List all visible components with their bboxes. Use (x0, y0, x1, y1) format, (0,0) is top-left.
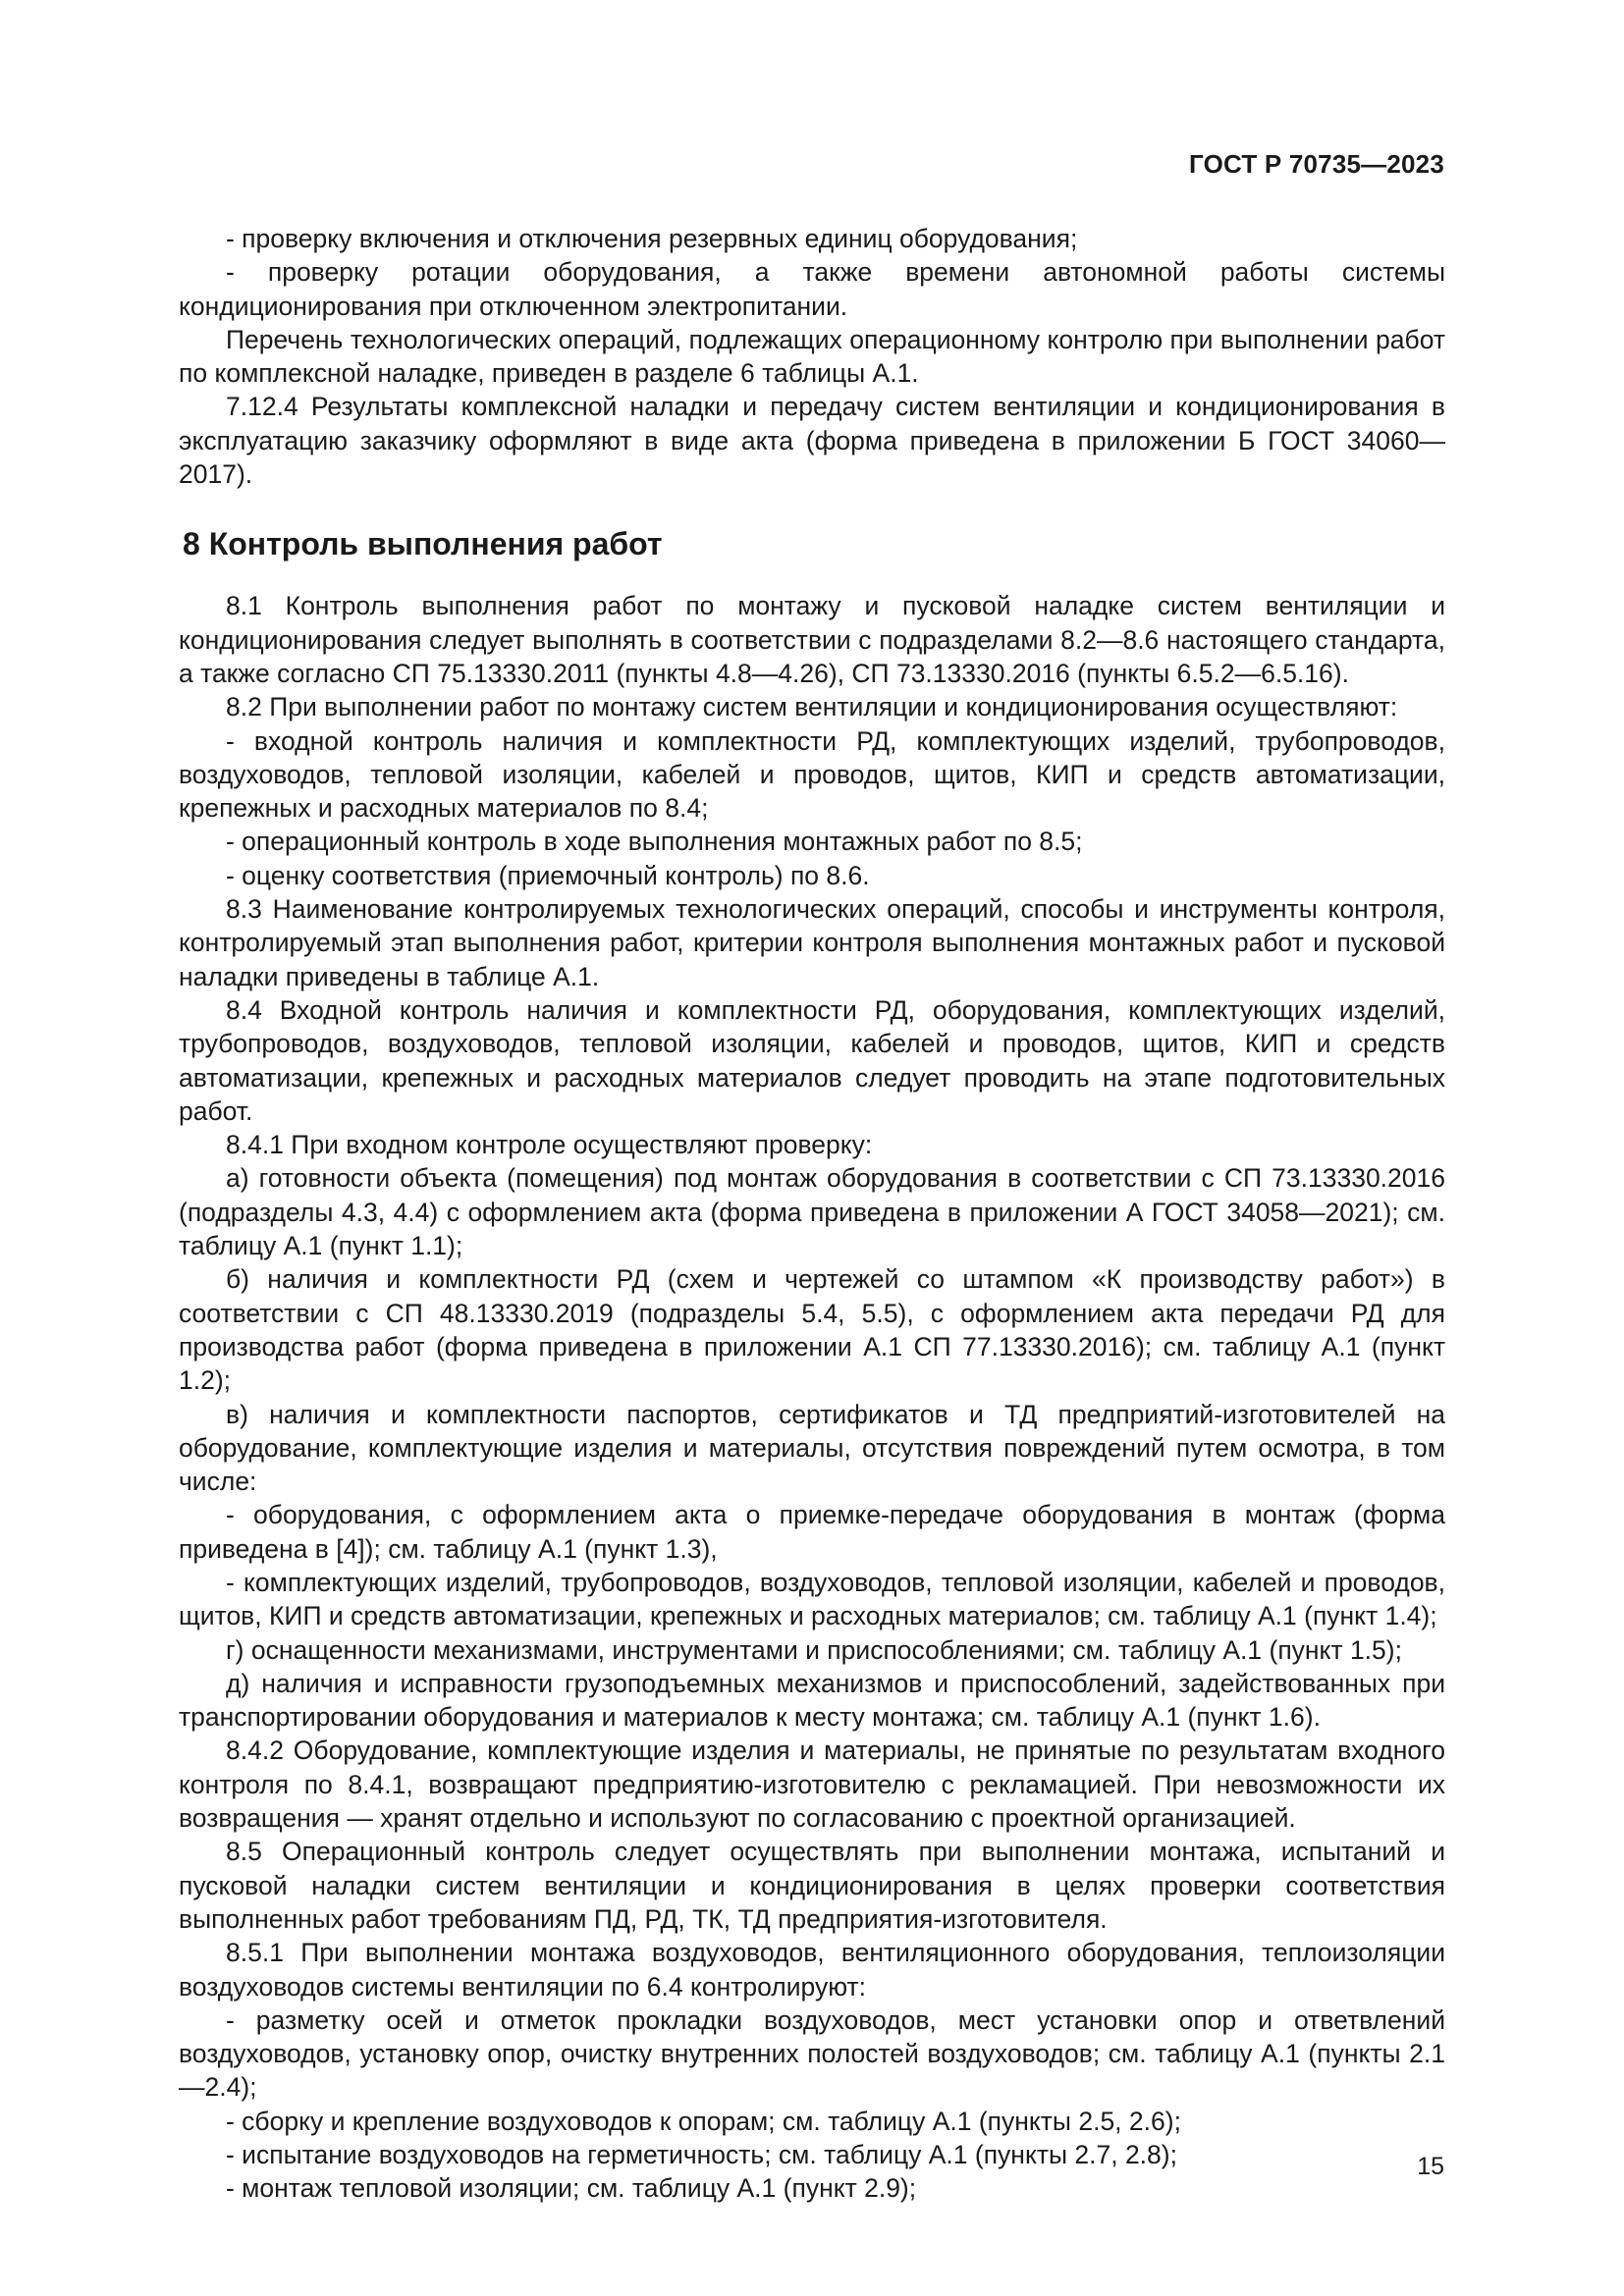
paragraph: 8.5.1 При выполнении монтажа воздуховодов, вентиляционного оборудования, теплоизоляции воздуховодов системы вентиляции по 6.4 контролируют: (179, 1938, 1445, 2002)
list-item: - монтаж тепловой изоляции; см. таблицу А.1 (пункт 2.9); (226, 2173, 917, 2204)
list-item: б) наличия и комплектности РД (схем и чертежей со штампом «К производству работ») в соответствии с СП 48.13330.2019 (подразделы 5.4, 5.5), с оформлением акта передачи РД для производства работ (форма приведена в приложении А.1 СП 77.13330.2016); см. таблицу А.1 (пункт 1.2); (179, 1264, 1445, 1396)
paragraph: 8.4.1 При входном контроле осуществляют проверку: (226, 1130, 873, 1160)
list-item: - входной контроль наличия и комплектности РД, комплектующих изделий, трубопроводов, воздуховодов, тепловой изоляции, кабелей и проводов, щитов, КИП и средств автоматизации, крепежных и расходных материалов по 8.4; (179, 725, 1445, 824)
paragraph: 8.1 Контроль выполнения работ по монтажу и пусковой наладке систем вентиляции и кондиционирования следует выполнять в соответствии с подразделами 8.2—8.6 настоящего стандарта, а также согласно СП 75.13330.2011 (пункты 4.8—4.26), СП 73.13330.2016 (пункты 6.5.2—6.5.16). (179, 591, 1445, 688)
paragraph: - проверку ротации оборудования, а также времени автономной работы системы кондиционирования при отключенном электропитании. (179, 257, 1445, 321)
document-header: ГОСТ Р 70735—2023 (1189, 149, 1444, 179)
list-item: г) оснащенности механизмами, инструментами и приспособлениями; см. таблицу А.1 (пункт 1.5); (226, 1634, 1402, 1665)
paragraph: - проверку включения и отключения резервных единиц оборудования; (226, 224, 1078, 253)
list-item: - сборку и крепление воздуховодов к опорам; см. таблицу А.1 (пункты 2.5, 2.6); (226, 2106, 1181, 2136)
list-item: - оборудования, с оформлением акта о приемке-передаче оборудования в монтаж (форма приведена в [4]); см. таблицу А.1 (пункт 1.3), (179, 1500, 1445, 1564)
paragraph: 8.4 Входной контроль наличия и комплектности РД, оборудования, комплектующих изделий, трубопроводов, воздуховодов, тепловой изоляции, кабелей и проводов, щитов, КИП и средств автоматизации, крепежных и расходных материалов следует проводить на этапе подготовительных работ. (179, 994, 1445, 1126)
paragraph: 8.3 Наименование контролируемых технологических операций, способы и инструменты контроля, контролируемый этап выполнения работ, критерии контроля выполнения монтажных работ и пусковой наладки приведены в таблице А.1. (179, 894, 1445, 991)
document-body (179, 222, 1445, 2206)
paragraph: 8.5 Операционный контроль следует осуществлять при выполнении монтажа, испытаний и пусковой наладки систем вентиляции и кондиционирования в целях проверки соответствия выполненных работ требованиям ПД, РД, ТК, ТД предприятия-изготовителя. (179, 1837, 1445, 1934)
paragraph: 8.2 При выполнении работ по монтажу систем вентиляции и кондиционирования осуществляют: (226, 692, 1398, 722)
page-number: 15 (1417, 2153, 1444, 2180)
section-title: 8 Контроль выполнения работ (183, 526, 663, 562)
list-item: - операционный контроль в ходе выполнения монтажных работ по 8.5; (226, 827, 1083, 857)
paragraph: 7.12.4 Результаты комплексной наладки и передачу систем вентиляции и кондиционирования в эксплуатацию заказчику оформляют в виде акта (форма приведена в приложении Б ГОСТ 34060—2017). (179, 392, 1445, 490)
list-item: - оценку соответствия (приемочный контроль) по 8.6. (226, 860, 870, 890)
list-item: в) наличия и комплектности паспортов, сертификатов и ТД предприятий-изготовителей на оборудование, комплектующие изделия и материалы, отсутствия повреждений путем осмотра, в том числе: (179, 1399, 1445, 1497)
list-item: д) наличия и исправности грузоподъемных механизмов и приспособлений, задействованных при транспортировании оборудования и материалов к месту монтажа; см. таблицу А.1 (пункт 1.6). (179, 1668, 1445, 1733)
paragraph: Перечень технологических операций, подлежащих операционному контролю при выполнении работ по комплексной наладке, приведен в разделе 6 таблицы А.1. (179, 324, 1445, 389)
list-item: - разметку осей и отметок прокладки воздуховодов, мест установки опор и ответвлений воздуховодов, установку опор, очистку внутренних полостей воздуховодов; см. таблицу А.1 (пункты 2.1—2.4); (179, 2004, 1445, 2103)
list-item: - испытание воздуховодов на герметичность; см. таблицу А.1 (пункты 2.7, 2.8); (226, 2140, 1177, 2170)
list-item: - комплектующих изделий, трубопроводов, воздуховодов, тепловой изоляции, кабелей и проводов, щитов, КИП и средств автоматизации, крепежных и расходных материалов; см. таблицу А.1 (пункт 1.4); (179, 1567, 1445, 1631)
list-item: а) готовности объекта (помещения) под монтаж оборудования в соответствии с СП 73.13330.2016 (подразделы 4.3, 4.4) с оформлением акта (форма приведена в приложении А ГОСТ 34058—2021); см. таблицу А.1 (пункт 1.1); (179, 1163, 1445, 1261)
paragraph: 8.4.2 Оборудование, комплектующие изделия и материалы, не принятые по результатам входного контроля по 8.4.1, возвращают предприятию-изготовителю с рекламацией. При невозможности их возвращения — хранят отдельно и используют по согласованию с проектной организацией. (179, 1735, 1445, 1834)
